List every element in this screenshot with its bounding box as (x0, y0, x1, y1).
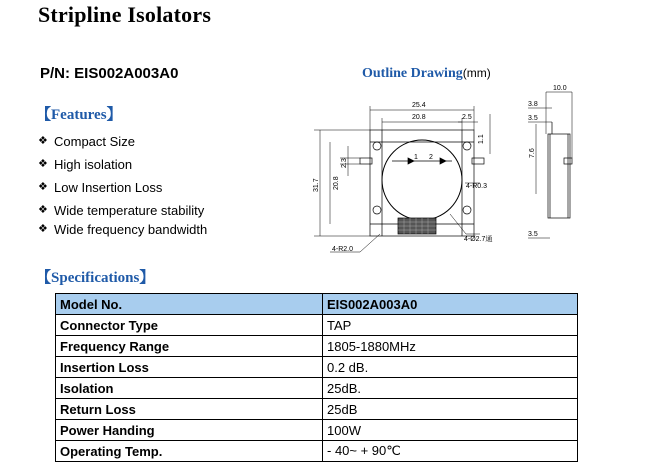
mounting-hole (463, 142, 471, 150)
dim-side-3-5-top: 3.5 (528, 115, 538, 122)
diamond-bullet-icon: ❖ (38, 204, 48, 216)
features-heading: 【Features】 (36, 107, 122, 123)
spec-key: Model No. (56, 294, 323, 315)
diamond-bullet-icon: ❖ (38, 135, 48, 147)
table-row (56, 357, 578, 378)
spec-value: 25dB (323, 399, 578, 420)
table-row (56, 315, 578, 336)
spec-value: TAP (323, 315, 578, 336)
diamond-bullet-icon: ❖ (38, 223, 48, 235)
mounting-hole (373, 142, 381, 150)
port-2-label: 2 (429, 154, 433, 161)
specifications-heading-text: Specifications (51, 270, 140, 286)
mounting-hole (463, 206, 471, 214)
specifications-table (55, 293, 578, 462)
specifications-heading: 【Specifications】 (36, 270, 155, 286)
dim-side-7-6: 7.6 (529, 148, 536, 158)
spec-key: Power Handing (56, 420, 323, 441)
dim-phi: 4-Ø2.7通 (464, 236, 493, 243)
outline-title-text: Outline Drawing (362, 66, 463, 81)
table-row (56, 378, 578, 399)
dim-25-4: 25.4 (412, 102, 426, 109)
spec-value: 1805-1880MHz (323, 336, 578, 357)
feature-item: ❖ Wide frequency bandwidth (38, 218, 207, 241)
dim-side-3-5-bottom: 3.5 (528, 231, 538, 238)
features-list (38, 130, 207, 241)
spec-key: Connector Type (56, 315, 323, 336)
dim-1-1: 1.1 (478, 134, 485, 144)
table-row (56, 294, 578, 315)
part-number (40, 65, 178, 82)
dim-20-8-vertical: 20.8 (333, 176, 340, 190)
spec-key: Insertion Loss (56, 357, 323, 378)
mounting-hole (373, 206, 381, 214)
spec-value: 25dB. (323, 378, 578, 399)
dim-2-5: 2.5 (462, 114, 472, 121)
dim-r2-0: 4-R2.0 (332, 246, 354, 253)
dim-20-8: 20.8 (412, 114, 426, 121)
spec-key: Isolation (56, 378, 323, 399)
dim-side-10: 10.0 (553, 85, 567, 92)
spec-value: 100W (323, 420, 578, 441)
outline-unit: (mm) (462, 66, 491, 80)
table-row (56, 399, 578, 420)
feature-item: ❖ High isolation (38, 153, 207, 176)
dim-2-3: 2.3 (341, 158, 348, 168)
ferrite-disc (382, 140, 462, 220)
spec-key: Return Loss (56, 399, 323, 420)
table-row (56, 441, 578, 462)
spec-value: EIS002A003A0 (323, 294, 578, 315)
diamond-bullet-icon: ❖ (38, 158, 48, 170)
feature-item: ❖ Wide temperature stability (38, 199, 207, 222)
spec-key: Frequency Range (56, 336, 323, 357)
spec-key: Operating Temp. (56, 441, 323, 462)
dim-31-7: 31.7 (313, 178, 320, 192)
feature-item: ❖ Low Insertion Loss (38, 176, 207, 199)
dim-r0-3: 4-R0.3 (466, 183, 488, 190)
table-row (56, 336, 578, 357)
spec-value: - 40~ + 90℃ (323, 441, 578, 462)
side-view (528, 92, 572, 238)
spec-value: 0.2 dB. (323, 357, 578, 378)
features-heading-text: Features (51, 107, 107, 123)
part-number-value: EIS002A003A0 (74, 65, 179, 82)
diamond-bullet-icon: ❖ (38, 181, 48, 193)
outline-drawing (300, 84, 590, 274)
outline-drawing-title (362, 66, 491, 82)
dim-side-3-8: 3.8 (528, 101, 538, 108)
feature-item: ❖ Compact Size (38, 130, 207, 153)
table-row (56, 420, 578, 441)
part-number-label: P/N: (40, 65, 70, 82)
port-1-label: 1 (414, 154, 418, 161)
page-title: Stripline Isolators (38, 2, 212, 27)
